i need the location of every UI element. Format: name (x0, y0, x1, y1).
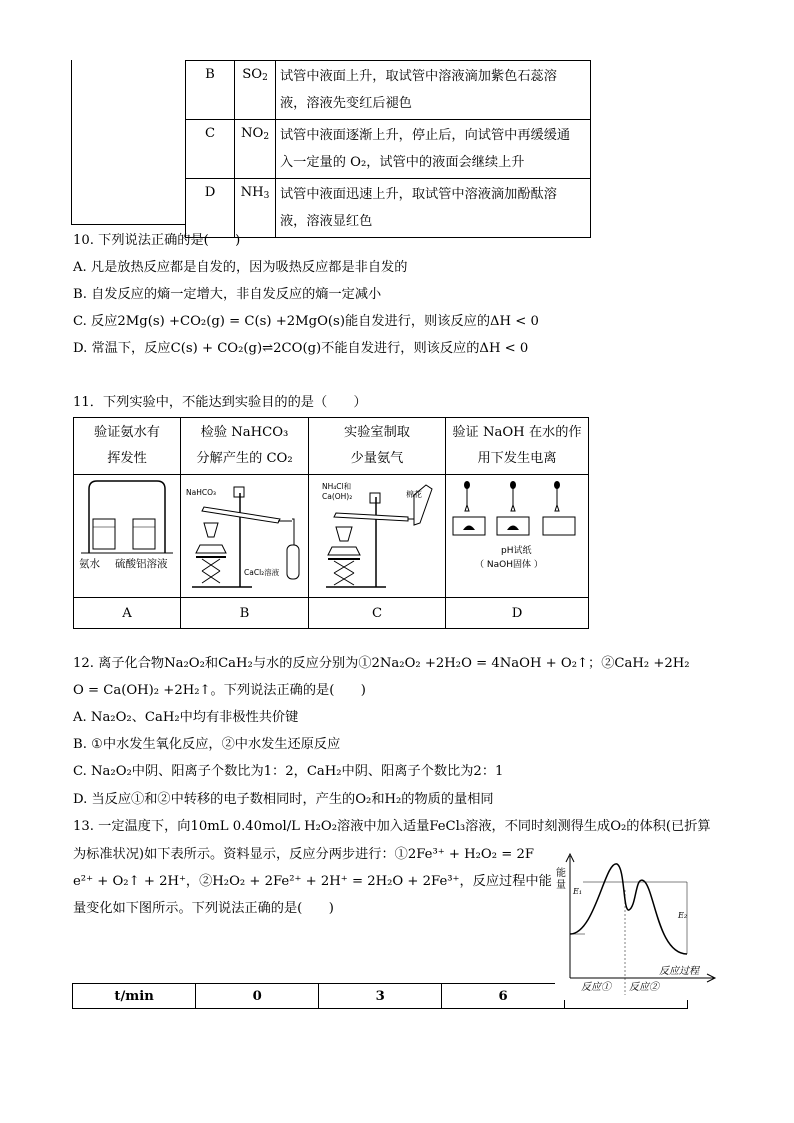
caoh2-label: Ca(OH)₂ (322, 492, 353, 501)
q9-table-left-column (71, 60, 186, 225)
label-cell: D (446, 598, 589, 629)
energy-diagram (555, 850, 725, 1000)
header-cell: 验证 NaOH 在水的作 用下发生电离 (446, 418, 589, 475)
q10-option-b: B. 自发反应的熵一定增大，非自发反应的熵一定减小 (73, 287, 382, 302)
q13-line-2: 为标准状况)如下表所示。资料显示，反应分两步进行：①2Fe³⁺ + H₂O₂ = 2F (73, 847, 534, 862)
ammonia-label: 氨水 (79, 558, 100, 570)
nh4cl-label: NH₄Cl和 (322, 482, 352, 491)
ph-paper-label: pH试纸 (501, 546, 532, 556)
e1-label: E₁ (573, 887, 583, 896)
label-cell: B (181, 598, 309, 629)
q12-option-d: D. 当反应①和②中转移的电子数相同时，产生的O₂和H₂的物质的量相同 (73, 792, 494, 807)
header-cell: 实验室制取 少量氨气 (309, 418, 446, 475)
gas-cell: $NO_2$ (235, 120, 276, 179)
apparatus-a-cell (74, 475, 181, 598)
table-cell: t/min (73, 984, 196, 1009)
energy-axis-label-2: 量 (556, 880, 566, 891)
e2-label: E₂ (678, 911, 688, 920)
description-cell: 试管中液面逐渐上升，停止后，向试管中再缓缓通 入一定量的 O₂，试管中的液面会继续上升 (276, 120, 591, 179)
cacl2-label: CaCl₂溶液 (244, 568, 280, 577)
q11-stem: 11．下列实验中，不能达到实验目的的是（ ） (73, 395, 367, 410)
apparatus-a-illustration (75, 475, 179, 593)
q12-option-a: A. Na₂O₂、CaH₂中均有非极性共价键 (73, 710, 299, 725)
reaction-1-label: 反应① (581, 982, 611, 993)
q11-table (73, 417, 589, 629)
label-cell: C (309, 598, 446, 629)
q12-option-b: B. ①中水发生氧化反应，②中水发生还原反应 (73, 737, 341, 752)
option-cell: D (186, 179, 235, 238)
apparatus-d-illustration (447, 475, 587, 593)
q10-option-a: A. 凡是放热反应都是自发的，因为吸热反应都是非自发的 (73, 260, 408, 275)
table-row (74, 418, 589, 475)
q12-stem-1: 12. 离子化合物Na₂O₂和CaH₂与水的反应分别为①2Na₂O₂ +2H₂O = 4NaOH + O₂↑；②CaH₂ +2H₂ (73, 656, 690, 671)
q10-option-d: D. 常温下，反应C(s) + CO₂(g)⇌2CO(g)不能自发进行，则该反应的ΔH < 0 (73, 341, 529, 356)
q10-option-c: C. 反应2Mg(s) +CO₂(g) = C(s) +2MgO(s)能自发进行，则该反应的ΔH < 0 (73, 314, 539, 329)
table-cell: 0 (196, 984, 319, 1009)
apparatus-d-cell (446, 475, 589, 598)
description-cell: 试管中液面迅速上升，取试管中溶液滴加酚酞溶 液，溶液显红色 (276, 179, 591, 238)
reaction-2-label: 反应② (629, 982, 659, 993)
cotton-label: 棉花 (406, 490, 422, 499)
table-row (186, 61, 591, 120)
description-cell: 试管中液面上升，取试管中溶液滴加紫色石蕊溶 液，溶液先变红后褪色 (276, 61, 591, 120)
q13-line-1: 13. 一定温度下，向10mL 0.40mol/L H₂O₂溶液中加入适量FeCl₃溶液，不同时刻测得生成O₂的体积(已折算 (73, 819, 711, 834)
option-cell: C (186, 120, 235, 179)
q12-stem-2: O = Ca(OH)₂ +2H₂↑。下列说法正确的是( ) (73, 683, 366, 698)
table-cell: 6 (442, 984, 565, 1009)
apparatus-c-illustration (310, 475, 444, 593)
q13-line-4: 量变化如下图所示。下列说法正确的是( ) (73, 901, 334, 916)
gas-cell: $SO_2$ (235, 61, 276, 120)
q13-line-3: e²⁺ + O₂↑ + 2H⁺，②H₂O₂ + 2Fe²⁺ + 2H⁺ = 2H₂O + 2Fe³⁺，反应过程中能 (73, 874, 552, 889)
header-cell: 验证氨水有 挥发性 (74, 418, 181, 475)
q12-option-c: C. Na₂O₂中阴、阳离子个数比为1：2，CaH₂中阴、阳离子个数比为2：1 (73, 764, 504, 779)
header-cell: 检验 NaHCO₃ 分解产生的 CO₂ (181, 418, 309, 475)
table-row (74, 598, 589, 629)
reaction-progress-label: 反应过程 (659, 966, 699, 977)
naoh-solid-label: （ NaOH固体 ） (475, 560, 543, 570)
option-cell: B (186, 61, 235, 120)
apparatus-b-cell (181, 475, 309, 598)
q10-stem: 10. 下列说法正确的是( ) (73, 233, 241, 248)
apparatus-b-illustration (182, 475, 307, 593)
table-row (74, 475, 589, 598)
table-row (186, 179, 591, 238)
nahco3-label: NaHCO₃ (186, 488, 216, 497)
label-cell: A (74, 598, 181, 629)
aluminum-sulfate-label: 硫酸铝溶液 (115, 558, 168, 570)
table-row (186, 120, 591, 179)
apparatus-c-cell (309, 475, 446, 598)
gas-cell: $NH_3$ (235, 179, 276, 238)
table-cell: 3 (319, 984, 442, 1009)
energy-axis-label-1: 能 (556, 868, 566, 879)
q9-table (185, 60, 591, 238)
